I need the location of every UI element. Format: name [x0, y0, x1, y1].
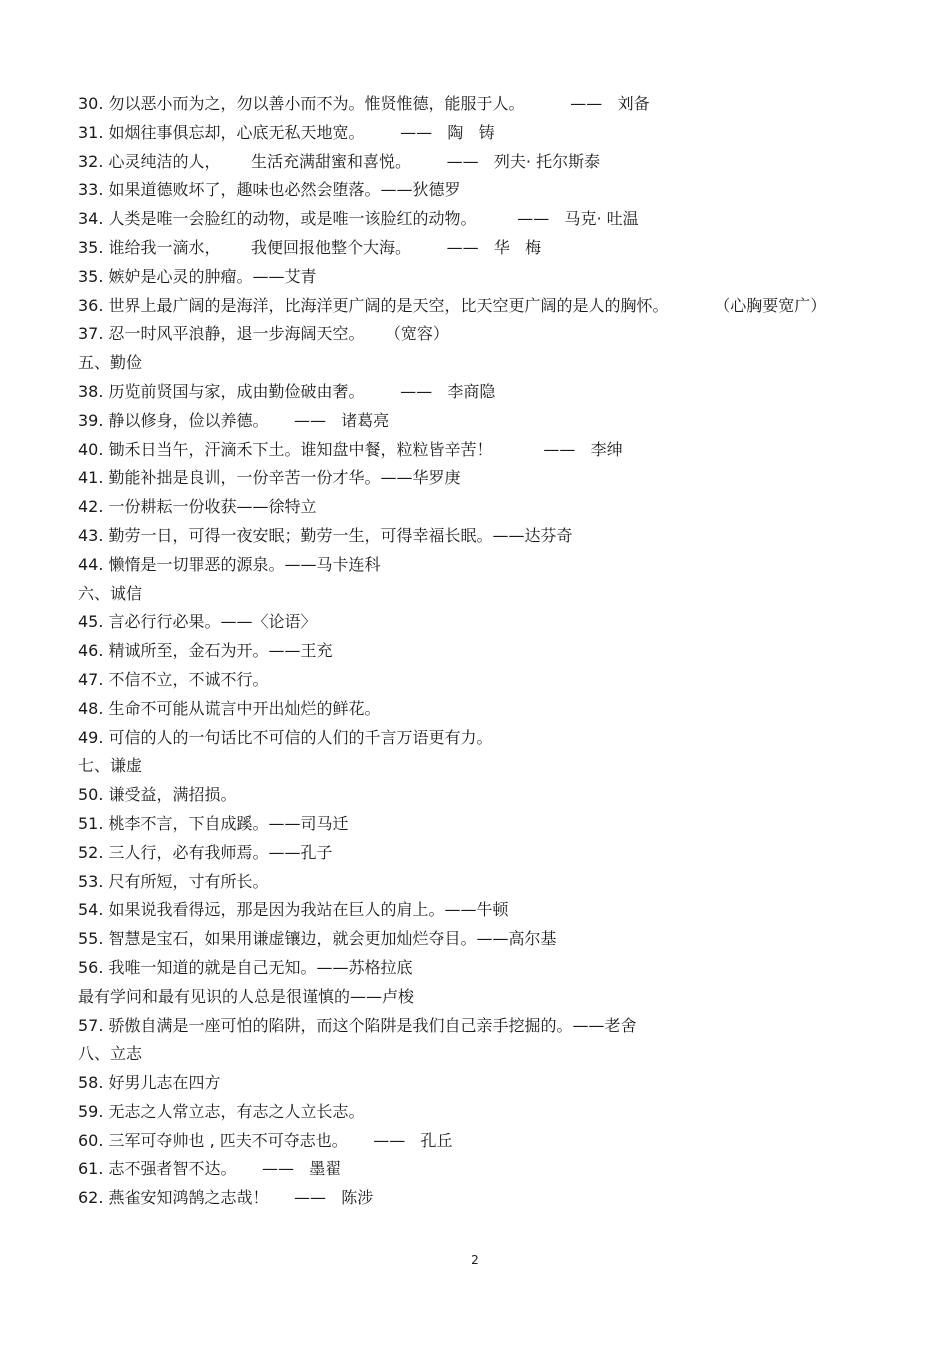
quote-line: 45. 言必行行必果。——〈论语〉 — [78, 612, 317, 632]
quote-line: 39. 静以修身，俭以养德。 —— 诸葛亮 — [78, 410, 390, 430]
quote-line: 38. 历览前贤国与家，成由勤俭破由奢。 —— 李商隐 — [78, 381, 496, 401]
page-number: 2 — [471, 1253, 479, 1267]
quote-line: 54. 如果说我看得远，那是因为我站在巨人的肩上。——牛顿 — [78, 900, 509, 920]
quote-line: 47. 不信不立，不诚不行。 — [78, 669, 269, 689]
quote-line: 35. 谁给我一滴水， 我便回报他整个大海。 —— 华 梅 — [78, 237, 542, 257]
quote-line: 62. 燕雀安知鸿鹄之志哉！ —— 陈涉 — [78, 1188, 374, 1208]
quote-line: 44. 懒惰是一切罪恶的源泉。——马卡连科 — [78, 554, 381, 574]
quote-line: 43. 勤劳一日，可得一夜安眠；勤劳一生，可得幸福长眠。——达芬奇 — [78, 525, 573, 545]
quote-line: 57. 骄傲自满是一座可怕的陷阱，而这个陷阱是我们自己亲手挖掘的。——老舍 — [78, 1015, 637, 1035]
quote-line: 59. 无志之人常立志，有志之人立长志。 — [78, 1101, 365, 1121]
quote-line: 41. 勤能补拙是良训，一份辛苦一份才华。——华罗庚 — [78, 468, 461, 488]
quote-line: 34. 人类是唯一会脸红的动物，或是唯一该脸红的动物。 —— 马克· 吐温 — [78, 209, 639, 229]
quote-line: 37. 忍一时风平浪静，退一步海阔天空。 （宽容） — [78, 324, 449, 344]
quote-line: 60. 三军可夺帅也 , 匹夫不可夺志也。 —— 孔丘 — [78, 1130, 453, 1150]
quote-line: 61. 志不强者智不达。 —— 墨翟 — [78, 1159, 342, 1179]
quote-line: 32. 心灵纯洁的人， 生活充满甜蜜和喜悦。 —— 列夫· 托尔斯泰 — [78, 151, 601, 171]
quote-line: 50. 谦受益，满招损。 — [78, 785, 237, 805]
quote-line: 53. 尺有所短，寸有所长。 — [78, 871, 269, 891]
quote-list — [78, 90, 878, 1213]
quote-line: 42. 一份耕耘一份收获——徐特立 — [78, 497, 317, 517]
quote-line: 35. 嫉妒是心灵的肿瘤。——艾青 — [78, 266, 317, 286]
quote-line: 31. 如烟往事俱忘却，心底无私天地宽。 —— 陶 铸 — [78, 122, 495, 142]
quote-line: 55. 智慧是宝石，如果用谦虚镶边，就会更加灿烂夺目。——高尔基 — [78, 929, 557, 949]
quote-line: 40. 锄禾日当午，汗滴禾下土。谁知盘中餐，粒粒皆辛苦！ —— 李绅 — [78, 439, 623, 459]
section-heading: 八、立志 — [78, 1044, 143, 1064]
quote-line: 33. 如果道德败坏了，趣味也必然会堕落。——狄德罗 — [78, 180, 461, 200]
section-heading: 五、勤俭 — [78, 353, 143, 373]
quote-line: 58. 好男儿志在四方 — [78, 1073, 221, 1093]
quote-line: 49. 可信的人的一句话比不可信的人们的千言万语更有力。 — [78, 727, 493, 747]
quote-line: 46. 精诚所至，金石为开。——王充 — [78, 641, 333, 661]
quote-line: 52. 三人行，必有我师焉。——孔子 — [78, 842, 333, 862]
quote-line: 36. 世界上最广阔的是海洋，比海洋更广阔的是天空，比天空更广阔的是人的胸怀。 （心胸要宽广） — [78, 295, 827, 315]
quote-line: 最有学问和最有见识的人总是很谨慎的——卢梭 — [78, 986, 415, 1006]
quote-line: 56. 我唯一知道的就是自己无知。——苏格拉底 — [78, 957, 413, 977]
section-heading: 六、诚信 — [78, 583, 143, 603]
quote-line: 51. 桃李不言，下自成蹊。——司马迁 — [78, 813, 349, 833]
quote-line: 30. 勿以恶小而为之，勿以善小而不为。惟贤惟德，能服于人。 —— 刘备 — [78, 94, 650, 113]
quote-line: 48. 生命不可能从谎言中开出灿烂的鲜花。 — [78, 698, 381, 718]
section-heading: 七、谦虚 — [78, 756, 143, 776]
